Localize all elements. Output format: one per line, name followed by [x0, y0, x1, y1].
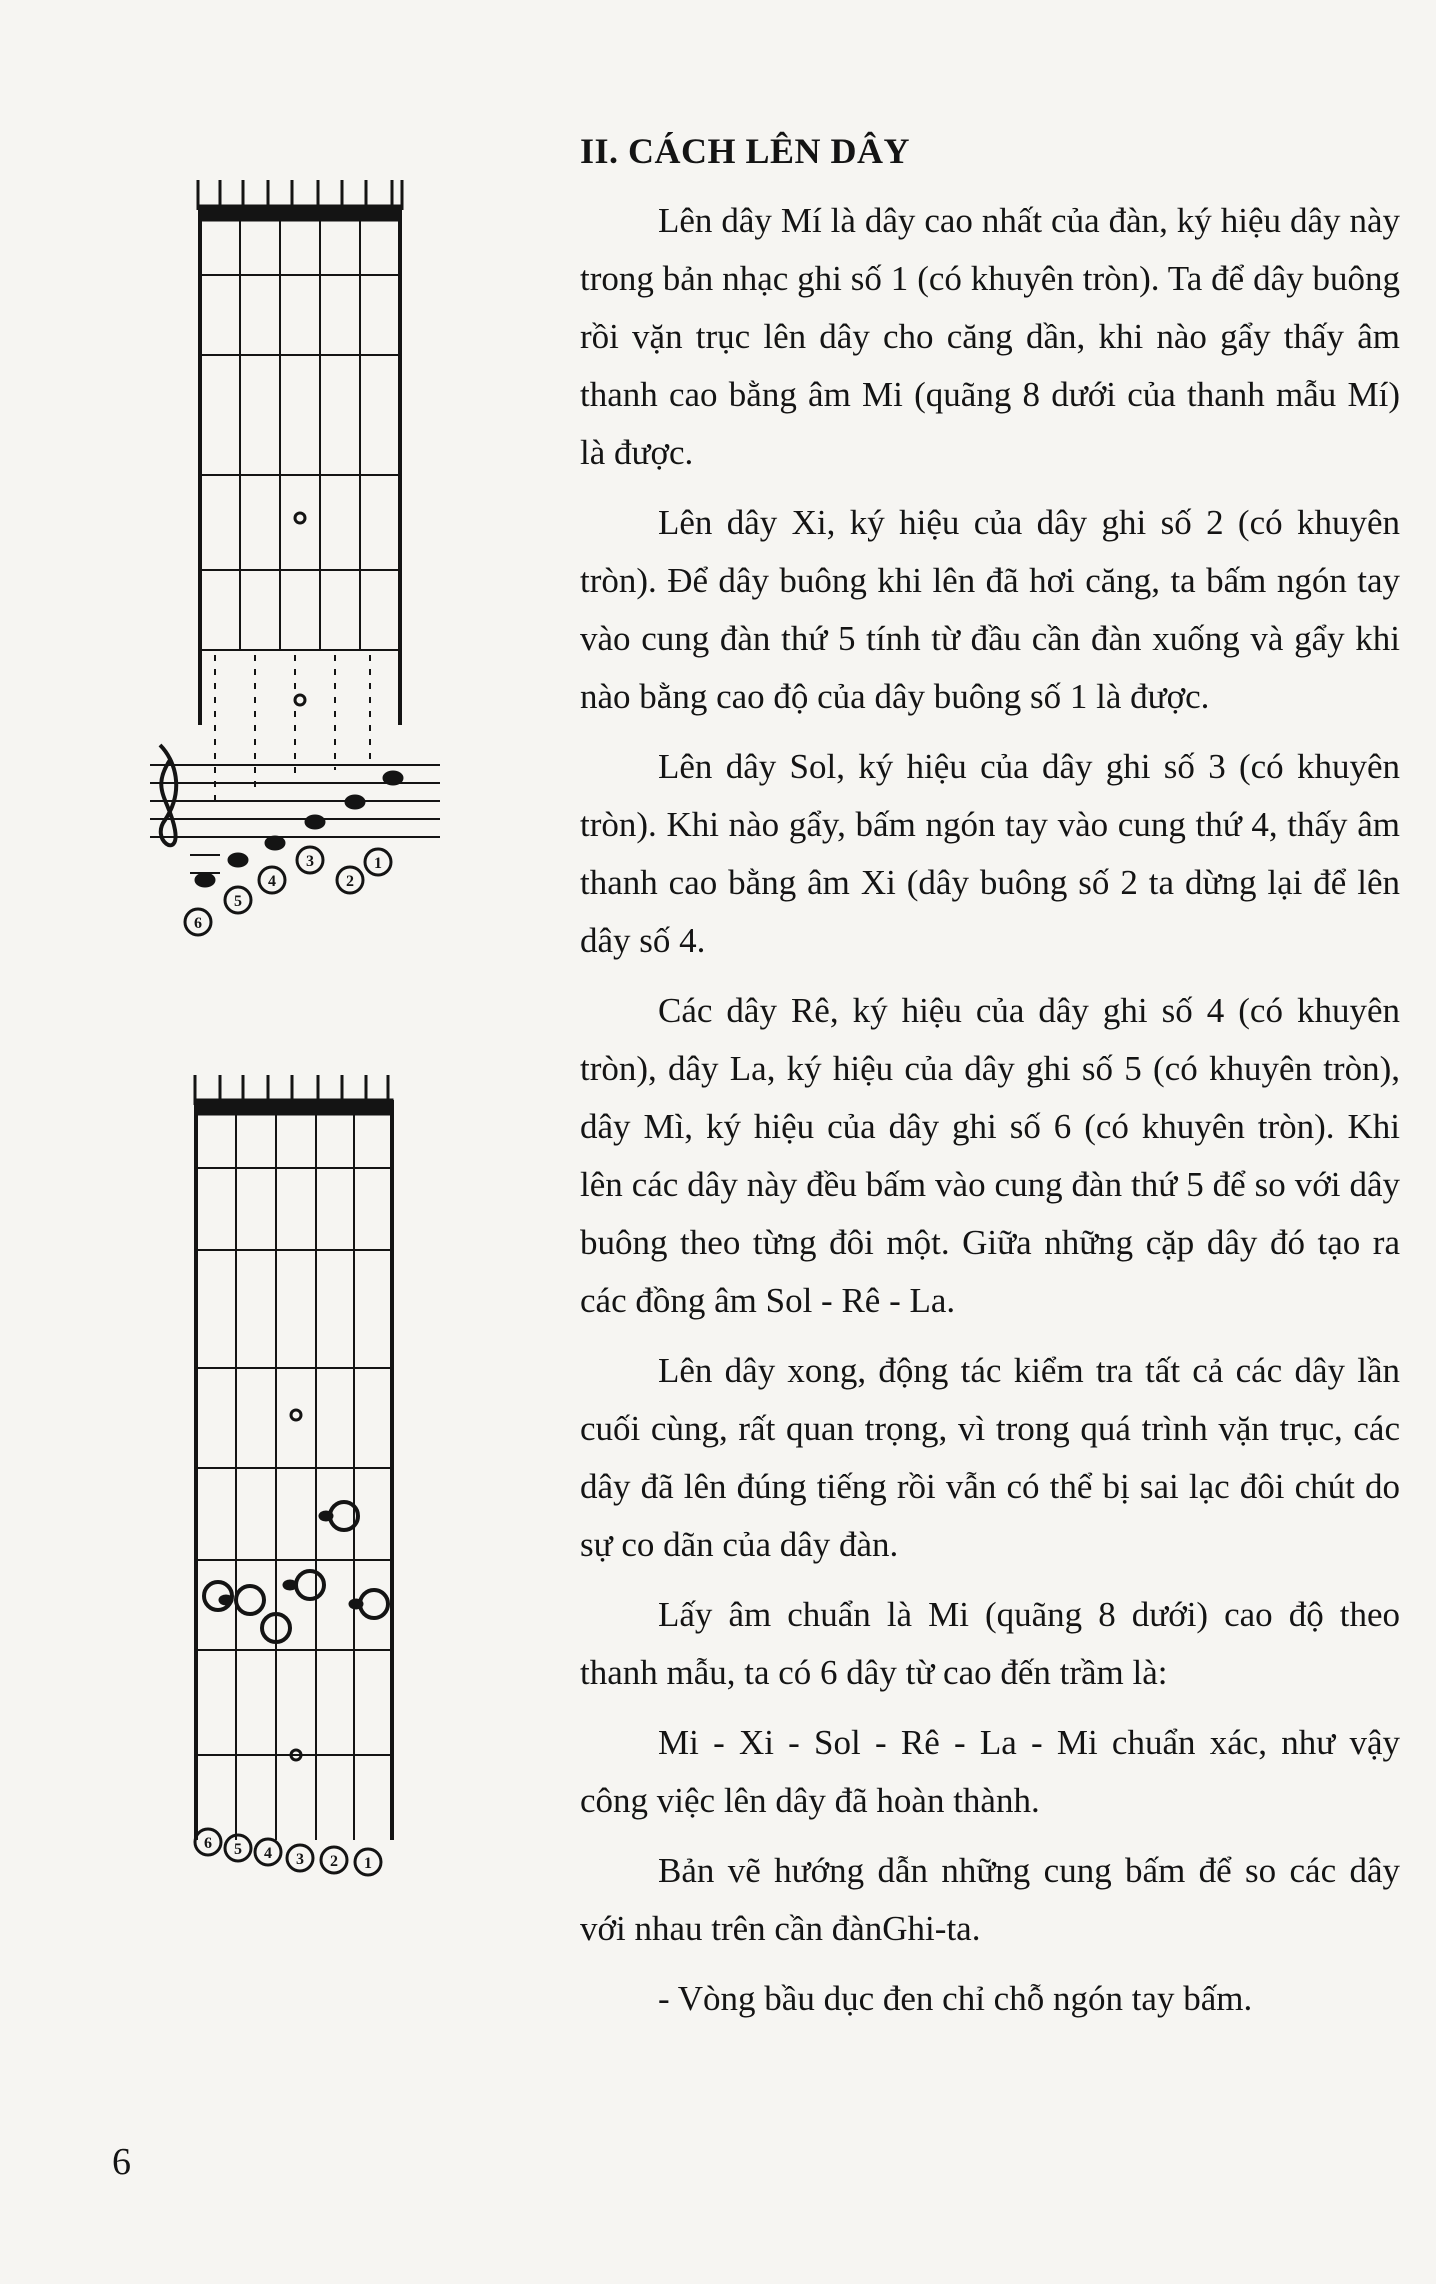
bottom-string-6: 6	[204, 1835, 212, 1852]
bottom-string-4: 4	[264, 1845, 272, 1862]
bottom-string-2: 2	[330, 1853, 338, 1870]
paragraph-4: Các dây Rê, ký hiệu của dây ghi số 4 (có khuyên tròn), dây La, ký hiệu của dây ghi số 5 (có khuyên tròn), dây Mì, ký hiệu của dây ghi số 6 (có khuyên tròn). Khi lên các dây này đều bấm vào cung đàn thứ 5 để so với dây buông theo từng đôi một. Giữa những cặp dây đó tạo ra các đồng âm Sol - Rê - La.	[580, 991, 1400, 1320]
top-string-5: 5	[234, 893, 242, 910]
guitar-neck-diagrams	[0, 0, 560, 1900]
main-text-column	[580, 130, 1400, 2040]
bottom-string-1: 1	[364, 1855, 372, 1872]
bottom-string-5: 5	[234, 1841, 242, 1858]
top-string-2: 2	[346, 873, 354, 890]
paragraph-9: - Vòng bầu dục đen chỉ chỗ ngón tay bấm.	[658, 1979, 1253, 2018]
top-string-6: 6	[194, 915, 202, 932]
paragraph-1: Lên dây Mí là dây cao nhất của đàn, ký hiệu dây này trong bản nhạc ghi số 1 (có khuyên tròn). Ta để dây buông rồi vặn trục lên dây cho căng dần, khi nào gẩy thấy âm thanh cao bằng âm Mi (quãng 8 dưới của thanh mẫu Mí) là được.	[580, 201, 1400, 472]
paragraph-2: Lên dây Xi, ký hiệu của dây ghi số 2 (có khuyên tròn). Để dây buông khi lên đã hơi căng, ta bấm ngón tay vào cung đàn thứ 5 tính từ đầu cần đàn xuống và gẩy khi nào bằng cao độ của dây buông số 1 là được.	[580, 503, 1400, 716]
section-title: II. CÁCH LÊN DÂY	[580, 131, 911, 171]
top-string-1: 1	[374, 855, 382, 872]
paragraph-5: Lên dây xong, động tác kiểm tra tất cả các dây lần cuối cùng, rất quan trọng, vì trong quá trình vặn trục, các dây đã lên đúng tiếng rồi vẫn có thể bị sai lạc đôi chút do sự co dãn của dây đàn.	[580, 1351, 1400, 1564]
page-number: 6	[112, 2141, 131, 2183]
top-string-3: 3	[306, 853, 314, 870]
paragraph-3: Lên dây Sol, ký hiệu của dây ghi số 3 (có khuyên tròn). Khi nào gẩy, bấm ngón tay vào cung thứ 4, thấy âm thanh cao bằng âm Xi (dây buông số 2 ta dừng lại để lên dây số 4.	[580, 747, 1400, 960]
paragraph-7: Mi - Xi - Sol - Rê - La - Mi chuẩn xác, như vậy công việc lên dây đã hoàn thành.	[580, 1723, 1400, 1820]
top-string-4: 4	[268, 873, 276, 890]
bottom-string-3: 3	[296, 1851, 304, 1868]
paragraph-6: Lấy âm chuẩn là Mi (quãng 8 dưới) cao độ theo thanh mẫu, ta có 6 dây từ cao đến trầm là:	[580, 1595, 1400, 1692]
paragraph-8: Bản vẽ hướng dẫn những cung bấm để so các dây với nhau trên cần đànGhi-ta.	[580, 1851, 1400, 1948]
